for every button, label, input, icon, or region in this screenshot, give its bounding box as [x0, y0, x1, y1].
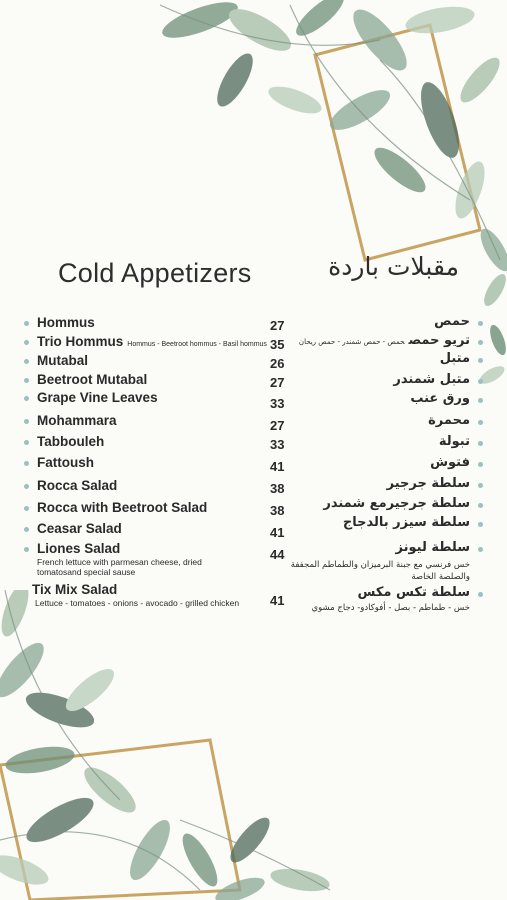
bullet-icon — [24, 321, 29, 326]
bullet-icon — [478, 592, 483, 597]
item-name-en: Tix Mix Salad — [32, 582, 118, 597]
item-price: 41 — [270, 459, 285, 474]
item-price: 27 — [270, 375, 285, 390]
item-name-ar: تريو حمصحمص - حمص شمندر - حمص ريحان — [298, 333, 470, 348]
item-name-ar: سلطة ليونز — [395, 540, 470, 555]
menu-item-ar — [440, 351, 483, 366]
item-name-ar: متبل شمندر — [393, 372, 470, 387]
item-name-en: Grape Vine Leaves — [37, 390, 158, 405]
item-name-en: Hommus — [37, 315, 95, 330]
bullet-icon — [24, 484, 29, 489]
item-name-en: Rocca with Beetroot Salad — [37, 500, 208, 515]
bullet-icon — [478, 441, 483, 446]
item-desc-en: French lettuce with parmesan cheese, dried tomatosand special sause — [37, 557, 202, 577]
item-price: 38 — [270, 481, 285, 496]
item-name-en: Fattoush — [37, 455, 94, 470]
menu-item-ar — [410, 391, 483, 406]
item-name-ar: سلطة سيزر بالدجاج — [342, 515, 470, 530]
item-name-ar: حمص — [434, 314, 470, 329]
item-price: 41 — [270, 525, 285, 540]
item-name-en: Mohammara — [37, 413, 117, 428]
item-price: 35 — [270, 337, 285, 352]
item-name-ar: تبولة — [438, 434, 470, 449]
menu-item-ar — [280, 585, 483, 614]
bullet-icon — [478, 358, 483, 363]
item-name-en: Ceasar Salad — [37, 521, 122, 536]
bullet-icon — [478, 340, 483, 345]
item-name-en: Tabbouleh — [37, 434, 105, 449]
menu-item-ar — [343, 515, 483, 530]
item-price: 33 — [270, 396, 285, 411]
item-name-ar: محمرة — [428, 413, 470, 428]
bullet-icon — [24, 527, 29, 532]
bullet-icon — [24, 547, 29, 552]
item-desc-ar: خس فرنسي مع جبنة البرميزان والطماطم المجففة والصلصة الخاصة — [290, 560, 470, 582]
menu-item-ar — [299, 333, 483, 348]
item-name-en: Liones Salad — [37, 541, 121, 556]
item-price: 26 — [270, 356, 285, 371]
item-name-ar: فتوش — [430, 455, 470, 470]
item-name-en: Beetroot Mutabal — [37, 372, 148, 387]
menu-item-ar — [280, 540, 483, 583]
menu-item-ar — [428, 413, 483, 428]
item-price: 41 — [270, 593, 285, 608]
bullet-icon — [478, 483, 483, 488]
page-title-arabic: مقبلات باردة — [328, 252, 459, 281]
bullet-icon — [478, 547, 483, 552]
foliage-top-right-decoration — [140, 0, 507, 280]
item-price: 38 — [270, 503, 285, 518]
item-name-ar: سلطة تكس مكس — [357, 585, 470, 600]
bullet-icon — [478, 420, 483, 425]
bullet-icon — [24, 506, 29, 511]
bullet-icon — [478, 379, 483, 384]
item-name-ar: سلطة جرجيرمع شمندر — [323, 496, 470, 511]
bullet-icon — [478, 522, 483, 527]
menu-item-ar — [439, 434, 483, 449]
item-name-en: Mutabal — [37, 353, 89, 368]
bullet-icon — [24, 340, 29, 345]
item-name-ar: ورق عنب — [410, 391, 470, 406]
item-name-ar: متبل — [439, 351, 470, 366]
menu-item-ar — [393, 372, 483, 387]
item-price: 44 — [270, 547, 285, 562]
bullet-icon — [24, 461, 29, 466]
item-sub-en: Hommus - Beetroot hommus - Basil hommus — [127, 341, 267, 348]
menu-item-ar — [434, 314, 483, 329]
page-title-english: Cold Appetizers — [58, 258, 252, 288]
foliage-bottom-left-decoration — [0, 590, 340, 900]
bullet-icon — [478, 503, 483, 508]
item-price: 27 — [270, 318, 285, 333]
item-desc-en: Lettuce - tomatoes - onions - avocado - grilled chicken — [35, 598, 240, 608]
item-name-en: Trio Hommus Hommus - Beetroot hommus - Basil hommus — [37, 334, 267, 349]
item-name-en: Rocca Salad — [37, 478, 118, 493]
bullet-icon — [478, 462, 483, 467]
item-name-ar: سلطة جرجير — [386, 476, 470, 491]
bullet-icon — [478, 398, 483, 403]
menu-item-ar — [430, 455, 483, 470]
item-desc-ar: خس - طماطم - بصل - أفوكادو- دجاج مشوي — [311, 603, 470, 613]
menu-item-ar — [323, 496, 483, 511]
bullet-icon — [478, 321, 483, 326]
bullet-icon — [24, 359, 29, 364]
bullet-icon — [24, 419, 29, 424]
item-sub-ar: حمص - حمص شمندر - حمص ريحان — [298, 338, 405, 346]
item-price: 33 — [270, 437, 285, 452]
menu-item-ar — [387, 476, 483, 491]
bullet-icon — [24, 378, 29, 383]
bullet-icon — [24, 440, 29, 445]
bullet-icon — [24, 396, 29, 401]
item-price: 27 — [270, 418, 285, 433]
